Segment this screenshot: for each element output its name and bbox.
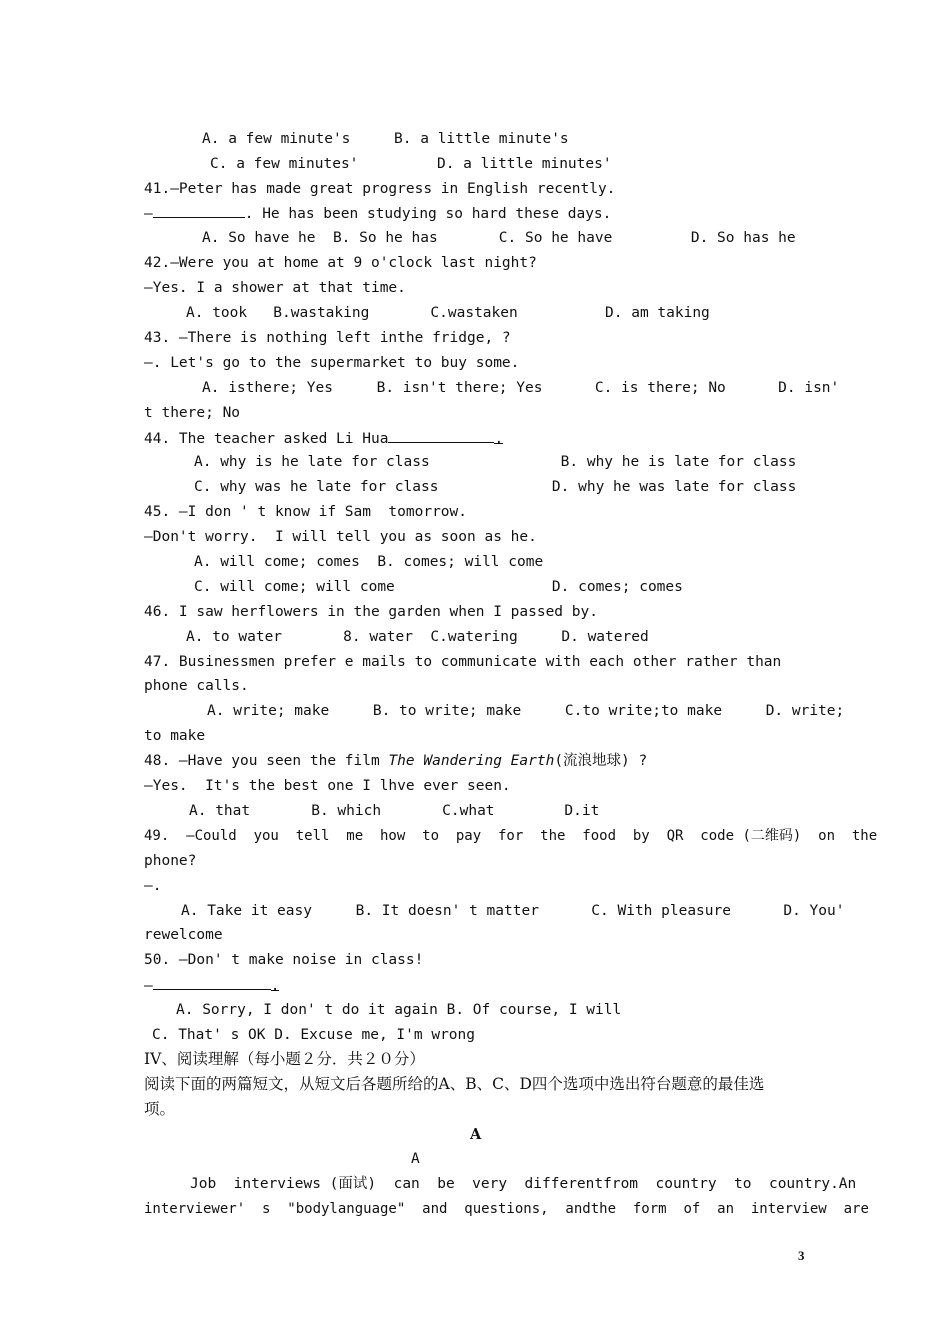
q43-options-line1: A. isthere; Yes B. isn't there; Yes C. is there; No D. isn' bbox=[202, 380, 840, 396]
q42-options: A. took B.wastaking C.wastaken D. am taking bbox=[186, 305, 710, 321]
q46-options: A. to water 8. water C.watering D. watered bbox=[186, 629, 649, 645]
q48-stem: 48. —Have you seen the film The Wandering Earth(流浪地球) ? bbox=[144, 753, 648, 769]
q44-options-row1: A. why is he late for class B. why he is late for class bbox=[194, 454, 797, 470]
q50-stem: 50. —Don' t make noise in class! bbox=[144, 952, 424, 968]
answer-blank bbox=[388, 429, 494, 443]
q49-options-line2: rewelcome bbox=[144, 927, 223, 943]
q45-options-row1: A. will come; comes B. comes; will come bbox=[194, 554, 544, 570]
q48-options: A. that B. which C.what D.it bbox=[189, 803, 600, 819]
q49-options-line1: A. Take it easy B. It doesn' t matter C. With pleasure D. You' bbox=[181, 903, 845, 919]
passage-subtitle: A bbox=[411, 1151, 420, 1167]
q45-stem: 45. —I don ' t know if Sam tomorrow. bbox=[144, 504, 468, 520]
section-heading: IV、阅读理解（每小题２分．共２０分） bbox=[144, 1050, 425, 1068]
q49-stem-line2: phone? bbox=[144, 853, 197, 869]
q41-reply: — . He has been studying so hard these days. bbox=[144, 206, 612, 222]
film-title: The Wandering Earth bbox=[388, 753, 555, 769]
q44-stem: 44. The teacher asked Li Hua . bbox=[144, 431, 504, 447]
q40-options-row2: C. a few minutes' D. a little minutes' bbox=[210, 156, 612, 172]
passage-title: A bbox=[470, 1126, 482, 1143]
q47-options-line1: A. write; make B. to write; make C.to write;to make D. write; bbox=[207, 703, 845, 719]
q44-options-row2: C. why was he late for class D. why he was late for class bbox=[194, 479, 797, 495]
answer-blank bbox=[153, 204, 245, 218]
q49-reply: —. bbox=[144, 878, 162, 894]
q43-options-line2: t there; No bbox=[144, 405, 241, 421]
q42-reply: —Yes. I a shower at that time. bbox=[144, 280, 406, 296]
q47-stem-line2: phone calls. bbox=[144, 678, 249, 694]
q50-options-row2: C. That' s OK D. Excuse me, I'm wrong bbox=[152, 1027, 476, 1043]
q49-stem-line1: 49. —Could you tell me how to pay for the food by QR code (二维码) on the bbox=[144, 828, 878, 844]
q41-options: A. So have he B. So he has C. So he have D. So has he bbox=[202, 230, 796, 246]
section-instruction-line2: 项。 bbox=[144, 1100, 176, 1118]
q50-reply: — . bbox=[144, 978, 280, 994]
q42-stem: 42.—Were you at home at 9 o'clock last night? bbox=[144, 255, 537, 271]
q48-reply: —Yes. It's the best one I lhve ever seen. bbox=[144, 778, 511, 794]
passage-line1: Job interviews (面试) can be very differentfrom country to country.An bbox=[190, 1176, 857, 1192]
q47-options-line2: to make bbox=[144, 728, 206, 744]
q45-reply: —Don't worry. I will tell you as soon as he. bbox=[144, 529, 537, 545]
section-instruction-line1: 阅读下面的两篇短文，从短文后各题所给的A、B、C、D四个选项中选出符台题意的最佳选 bbox=[144, 1075, 765, 1093]
page-number: 3 bbox=[798, 1248, 805, 1263]
q43-reply: —. Let's go to the supermarket to buy some. bbox=[144, 355, 520, 371]
q50-options-row1: A. Sorry, I don' t do it again B. Of course, I will bbox=[176, 1002, 622, 1018]
q46-stem: 46. I saw herflowers in the garden when I passed by. bbox=[144, 604, 598, 620]
answer-blank bbox=[153, 976, 271, 990]
q41-stem: 41.—Peter has made great progress in English recently. bbox=[144, 181, 616, 197]
passage-line2: interviewer' s "bodylanguage" and questions, andthe form of an interview are bbox=[144, 1201, 869, 1217]
q47-stem-line1: 47. Businessmen prefer e mails to communicate with each other rather than bbox=[144, 654, 782, 670]
q45-options-row2: C. will come; will come D. comes; comes bbox=[194, 579, 683, 595]
q40-options-row1: A. a few minute's B. a little minute's bbox=[202, 131, 569, 147]
q43-stem: 43. —There is nothing left inthe fridge, ? bbox=[144, 330, 511, 346]
